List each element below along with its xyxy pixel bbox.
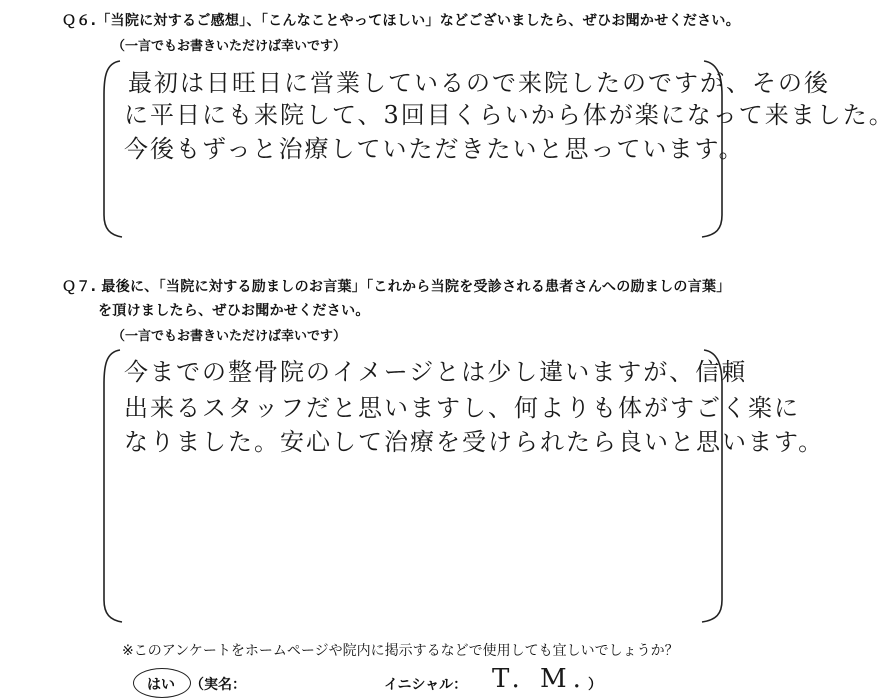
publication-consent-question: ※このアンケートをホームページや院内に掲示するなどで使用しても宜しいでしょうか？	[122, 643, 679, 659]
consent-yes-option: はい	[147, 677, 175, 693]
initial-value: T. M.	[492, 664, 587, 694]
q6-note: （一言でもお書きいただけば幸いです）	[112, 39, 347, 54]
q6-title: Ｑ６.「当院に対するご感想」、「こんなことやってほしい」などございましたら、ぜひお聞かせください。	[62, 13, 741, 29]
q7-answer-line-2: 出来るスタッフだと思いますし、何よりも体がすごく楽に	[124, 394, 800, 422]
q6-answer-line-3: 今後もずっと治療していただきたいと思っています。	[124, 135, 745, 163]
q7-title-line-2: を頂けましたら、ぜひお聞かせください。	[98, 303, 370, 319]
q7-answer-line-1: 今までの整骨院のイメージとは少し違いますが、信頼	[124, 358, 748, 386]
realname-label: （実名：	[190, 677, 246, 693]
q7-note: （一言でもお書きいただけば幸いです）	[112, 329, 347, 344]
q6-answer-line-1: 最初は日旺日に営業しているので来院したのですが、その後	[128, 69, 830, 97]
q7-answer-line-3: なりました。安心して治療を受けられたら良いと思います。	[124, 428, 825, 456]
q6-answer-line-2: に平日にも来院して、3回目くらいから体が楽になって来ました。	[124, 101, 895, 129]
q7-title-line-1: Ｑ７. 最後に、「当院に対する励ましのお言葉」「これから当院を受診される患者さんへの励ましの言葉」	[62, 279, 731, 295]
initial-close-paren: ）	[588, 677, 602, 693]
initial-label: イニシャル：	[384, 677, 468, 693]
